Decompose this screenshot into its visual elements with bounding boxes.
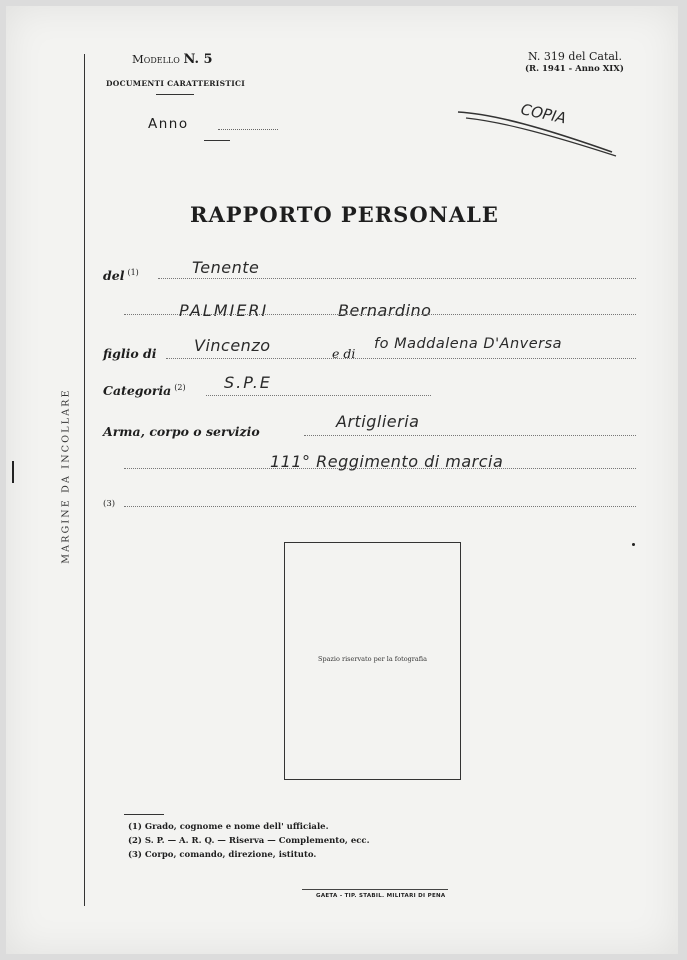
corp-line: [124, 506, 636, 507]
page-title: RAPPORTO PERSONALE: [190, 202, 499, 227]
father-label: figlio di: [103, 346, 157, 361]
footnote-1: (1) Grado, cognome e nome dell' ufficiale.: [128, 822, 329, 832]
name-value: Bernardino: [338, 301, 432, 320]
surname-value: PALMIERI: [179, 301, 269, 320]
catalog-number: N. 319 del Catal.: [528, 50, 622, 63]
footnote-3: (3) Corpo, comando, direzione, istituto.: [128, 850, 317, 860]
rank-label: del $^{(1)}$: [103, 268, 139, 284]
footnote-rule: [124, 814, 164, 815]
margin-label: MARGINE DA INCOLLARE: [60, 388, 72, 564]
year-label: Anno: [148, 116, 189, 132]
mother-label: e di: [332, 346, 356, 361]
rank-line: [158, 278, 636, 279]
header-rule: [156, 94, 194, 95]
arm-line: [304, 435, 636, 436]
corp-ref: (3): [103, 499, 116, 509]
document-type: DOCUMENTI CARATTERISTICI: [106, 79, 246, 88]
regiment-value: 111° Reggimento di marcia: [270, 452, 504, 471]
model-label: Modello N. 5: [132, 52, 213, 67]
photo-box: [284, 542, 461, 780]
printer-rule: [302, 889, 448, 890]
scan-mark: [12, 461, 14, 483]
arm-label: Arma, corpo o servizio: [103, 424, 260, 439]
father-value: Vincenzo: [194, 336, 271, 355]
mother-value: fo Maddalena D'Anversa: [374, 336, 563, 352]
scan-dot: [632, 543, 635, 546]
rank-value: Tenente: [192, 258, 260, 277]
year-rule: [204, 140, 230, 141]
footnote-2: (2) S. P. — A. R. Q. — Riserva — Complemento, ecc.: [128, 836, 370, 846]
arm-value: Artiglieria: [336, 412, 420, 431]
category-line: [206, 395, 431, 396]
category-value: S.P.E: [224, 373, 272, 392]
regiment-line: [124, 468, 636, 469]
printer-imprint: GAETA - TIP. STABIL. MILITARI DI PENA: [316, 893, 446, 899]
category-label: Categoria $^{(2)}$: [103, 383, 186, 399]
model-number: N. 5: [183, 52, 213, 67]
glue-margin-line: [84, 54, 85, 906]
catalog-reference: (R. 1941 - Anno XIX): [525, 64, 624, 74]
document-sheet: [6, 6, 678, 954]
parents-line: [166, 358, 636, 359]
year-field-line: [218, 129, 278, 130]
photo-label: Spazio riservato per la fotografia: [318, 655, 427, 663]
copy-stamp: COPIA: [519, 100, 568, 128]
name-line: [124, 314, 636, 315]
